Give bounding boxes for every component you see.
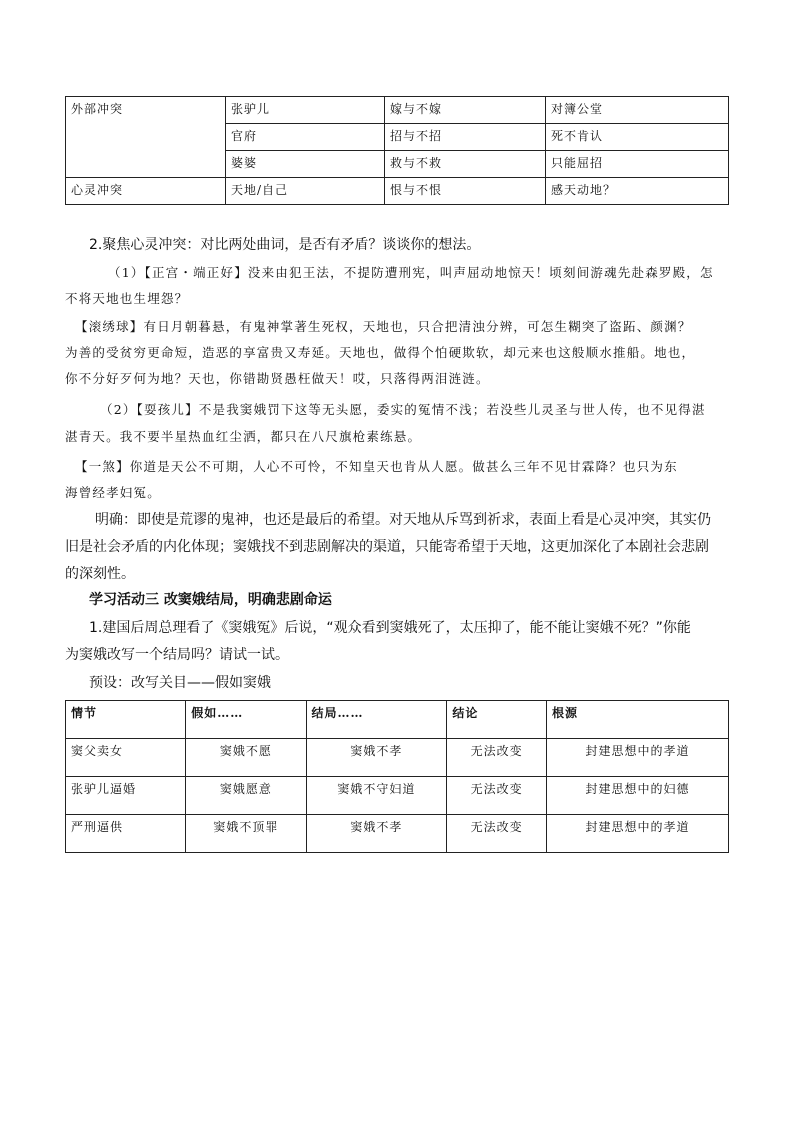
ending-table: [65, 700, 729, 853]
table-header-cell: 结论: [447, 701, 547, 739]
quote-line: 海曾经孝妇冤。: [65, 485, 161, 500]
table-cell: 招与不招: [385, 124, 546, 151]
table-cell: 救与不救: [385, 151, 546, 178]
quote-line: 你不分好歹何为地？天也，你错勘贤愚枉做天！哎，只落得两泪涟涟。: [65, 371, 490, 386]
table-cell: 外部冲突: [66, 97, 226, 178]
table-cell: 窦娥不顶罪: [186, 815, 306, 853]
table-cell: 对簿公堂: [546, 97, 729, 124]
clarify-text: 的深刻性。: [65, 566, 135, 582]
table-cell: 无法改变: [447, 739, 547, 777]
table-header-cell: 根源: [547, 701, 729, 739]
activity3-heading: 学习活动三 改窦娥结局，明确悲剧命运: [89, 592, 332, 608]
quote-line: 【一煞】你道是天公不可期，人心不可怜，不知皇天也肯从人愿。做甚么三年不见甘霖降？也只为东: [75, 459, 678, 474]
table-cell: 窦娥不守妇道: [306, 777, 447, 815]
table-header-cell: 结局……: [306, 701, 447, 739]
clarify-text: 明确：即使是荒谬的鬼神，也还是最后的希望。对天地从斥骂到祈求，表面上看是心灵冲突，其实仍: [95, 512, 711, 528]
section2-question: 2.聚焦心灵冲突：对比两处曲词，是否有矛盾？谈谈你的想法。: [89, 237, 481, 253]
table-row: [66, 97, 729, 124]
table-row: [66, 777, 729, 815]
table-cell: 死不肯认: [546, 124, 729, 151]
table-cell: 窦娥愿意: [186, 777, 306, 815]
quote-line: 不将天地也生埋怨？: [65, 291, 189, 306]
table-cell: 窦父卖女: [66, 739, 186, 777]
table-cell: 封建思想中的孝道: [547, 815, 729, 853]
table-row: [66, 739, 729, 777]
table-cell: 张驴儿: [226, 97, 385, 124]
table-cell: 严刑逼供: [66, 815, 186, 853]
table-cell: 天地/自己: [226, 178, 385, 205]
table-header-row: [66, 701, 729, 739]
table-row: [66, 178, 729, 205]
table-cell: 窦娥不孝: [306, 815, 447, 853]
quote-line: （2）【耍孩儿】不是我窦娥罚下这等无头愿，委实的冤情不浅；若没些儿灵圣与世人传，也不见得湛: [100, 402, 706, 417]
table-cell: 无法改变: [447, 815, 547, 853]
quote-line: （1）【正宫・端正好】没来由犯王法，不提防遭刑宪，叫声屈动地惊天！顷刻间游魂先赴森罗殿，怎: [108, 265, 714, 280]
table-row: [66, 815, 729, 853]
table-cell: 只能屈招: [546, 151, 729, 178]
table-cell: 张驴儿逼婚: [66, 777, 186, 815]
table-cell: 无法改变: [447, 777, 547, 815]
activity3-preset: 预设：改写关目——假如窦娥: [89, 675, 271, 691]
activity3-question: 1.建国后周总理看了《窦娥冤》后说，“观众看到窦娥死了，太压抑了，能不能让窦娥不死？”你能: [89, 620, 691, 636]
quote-line: 为善的受贫穷更命短，造恶的享富贵又寿延。天地也，做得个怕硬欺软，却元来也这般顺水推船。地也，: [65, 345, 696, 360]
conflict-table: [65, 96, 729, 205]
table-cell: 窦娥不孝: [306, 739, 447, 777]
table-header-cell: 假如……: [186, 701, 306, 739]
table-cell: 窦娥不愿: [186, 739, 306, 777]
activity3-question: 为窦娥改写一个结局吗？请试一试。: [65, 647, 289, 663]
table-header-cell: 情节: [66, 701, 186, 739]
table-cell: 恨与不恨: [385, 178, 546, 205]
table-cell: 嫁与不嫁: [385, 97, 546, 124]
table-cell: 婆婆: [226, 151, 385, 178]
quote-line: 【滚绣球】有日月朝暮悬，有鬼神掌著生死权，天地也，只合把清浊分辨，可怎生糊突了盗跖、颜渊？: [75, 319, 692, 334]
quote-line: 湛青天。我不要半星热血红尘洒，都只在八尺旗枪素练悬。: [65, 429, 422, 444]
table-cell: 感天动地？: [546, 178, 729, 205]
clarify-text: 旧是社会矛盾的内化体现；窦娥找不到悲剧解决的渠道，只能寄希望于天地，这更加深化了本剧社会悲剧: [65, 539, 709, 555]
table-cell: 封建思想中的孝道: [547, 739, 729, 777]
table-cell: 心灵冲突: [66, 178, 226, 205]
table-cell: 封建思想中的妇德: [547, 777, 729, 815]
table-cell: 官府: [226, 124, 385, 151]
